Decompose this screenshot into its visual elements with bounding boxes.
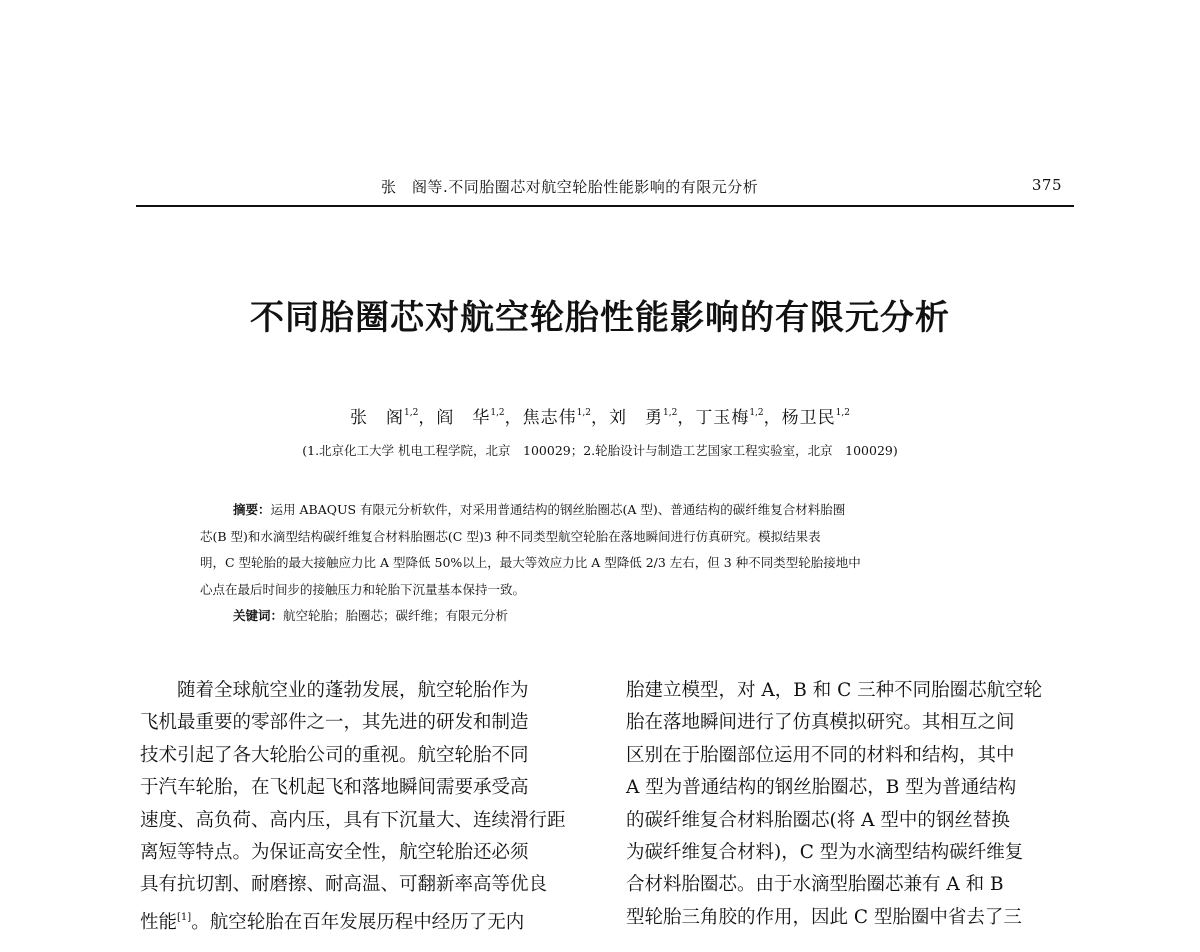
citation-ref[interactable]: [1] bbox=[177, 911, 192, 923]
body-column-left bbox=[140, 675, 585, 939]
author-affil-mark: 1,2 bbox=[576, 408, 591, 418]
keywords-text: 航空轮胎；胎圈芯；碳纤维；有限元分析 bbox=[283, 608, 509, 623]
author-name: 丁玉梅 bbox=[695, 408, 750, 428]
page-number: 375 bbox=[1031, 176, 1062, 194]
abstract-line bbox=[200, 497, 1020, 524]
body-line: 型轮胎三角胶的作用，因此 C 型胎圈中省去了三 bbox=[626, 906, 1022, 928]
body-line: 胎建立模型，对 A，B 和 C 三种不同胎圈芯航空轮 bbox=[626, 680, 1043, 701]
body-line: 胎在落地瞬间进行了仿真模拟研究。其相互之间 bbox=[626, 712, 1015, 734]
abstract-line: 明，C 型轮胎的最大接触应力比 A 型降低 50%以上，最大等效应力比 A 型降低 2/3 左右，但 3 种不同类型轮胎接地中 bbox=[200, 555, 861, 570]
body-line: 技术引起了各大轮胎公司的重视。航空轮胎不同 bbox=[140, 744, 529, 766]
author-affil-mark: 1,2 bbox=[835, 408, 850, 418]
abstract-line: 芯(B 型)和水滴型结构碳纤维复合材料胎圈芯(C 型)3 种不同类型航空轮胎在落地瞬间进行仿真研究。模拟结果表 bbox=[200, 528, 821, 544]
abstract bbox=[200, 497, 1020, 630]
body-line: 的碳纤维复合材料胎圈芯(将 A 型中的钢丝替换 bbox=[626, 809, 1010, 831]
abstract-text: 运用 ABAQUS 有限元分析软件，对采用普通结构的钢丝胎圈芯(A 型)、普通结构的碳纤维复合材料胎圈 bbox=[270, 502, 846, 517]
body-column-right bbox=[626, 675, 1071, 934]
body-text: 。航空轮胎在百年发展历程中经历了无内 bbox=[191, 911, 525, 933]
affiliations: (1.北京化工大学 机电工程学院，北京 100029；2.轮胎设计与制造工艺国家工程实验室，北京 100029) bbox=[302, 443, 898, 458]
body-line bbox=[140, 902, 585, 939]
author-separator: ， bbox=[763, 408, 782, 428]
author-name: 杨卫民 bbox=[781, 408, 836, 428]
author-name: 阎 华 bbox=[436, 408, 491, 428]
body-line: 随着全球航空业的蓬勃发展，航空轮胎作为 bbox=[177, 680, 529, 701]
running-head-title: 张 阁等.不同胎圈芯对航空轮胎性能影响的有限元分析 bbox=[381, 178, 759, 196]
author-separator: ， bbox=[418, 408, 437, 428]
running-head bbox=[136, 176, 1074, 198]
author-affil-mark: 1,2 bbox=[663, 408, 678, 418]
author-affil-mark: 1,2 bbox=[404, 408, 419, 418]
author-affil-mark: 1,2 bbox=[490, 408, 505, 418]
author-separator: ， bbox=[677, 408, 696, 428]
abstract-label: 摘要： bbox=[233, 502, 271, 517]
author-name: 刘 勇 bbox=[609, 408, 663, 428]
author-name: 焦志伟 bbox=[522, 408, 577, 428]
body-line: 速度、高负荷、高内压，具有下沉量大、连续滑行距 bbox=[140, 809, 566, 831]
body-line: 区别在于胎圈部位运用不同的材料和结构，其中 bbox=[626, 744, 1015, 766]
body-line: 离短等特点。为保证高安全性，航空轮胎还必须 bbox=[140, 842, 529, 864]
article-title: 不同胎圈芯对航空轮胎性能影响的有限元分析 bbox=[250, 298, 950, 338]
author-name: 张 阁 bbox=[350, 408, 405, 428]
header-rule bbox=[136, 205, 1074, 207]
body-line: 为碳纤维复合材料)，C 型为水滴型结构碳纤维复 bbox=[626, 842, 1024, 864]
author-list bbox=[0, 403, 1200, 428]
author-separator: ， bbox=[591, 408, 609, 428]
keywords-line bbox=[200, 603, 1020, 630]
keywords-label: 关键词： bbox=[233, 608, 284, 623]
author-affil-mark: 1,2 bbox=[749, 408, 764, 418]
body-line: 飞机最重要的零部件之一，其先进的研发和制造 bbox=[140, 712, 529, 734]
body-text: 性能 bbox=[140, 911, 178, 933]
body-line: 具有抗切割、耐磨擦、耐高温、可翻新率高等优良 bbox=[140, 874, 548, 896]
body-line: A 型为普通结构的钢丝胎圈芯，B 型为普通结构 bbox=[626, 777, 1017, 799]
abstract-line: 心点在最后时间步的接触压力和轮胎下沉量基本保持一致。 bbox=[200, 581, 526, 597]
author-separator: ， bbox=[504, 408, 523, 428]
body-line: 合材料胎圈芯。由于水滴型胎圈芯兼有 A 和 B bbox=[626, 874, 1004, 896]
body-line: 于汽车轮胎，在飞机起飞和落地瞬间需要承受高 bbox=[140, 777, 529, 799]
